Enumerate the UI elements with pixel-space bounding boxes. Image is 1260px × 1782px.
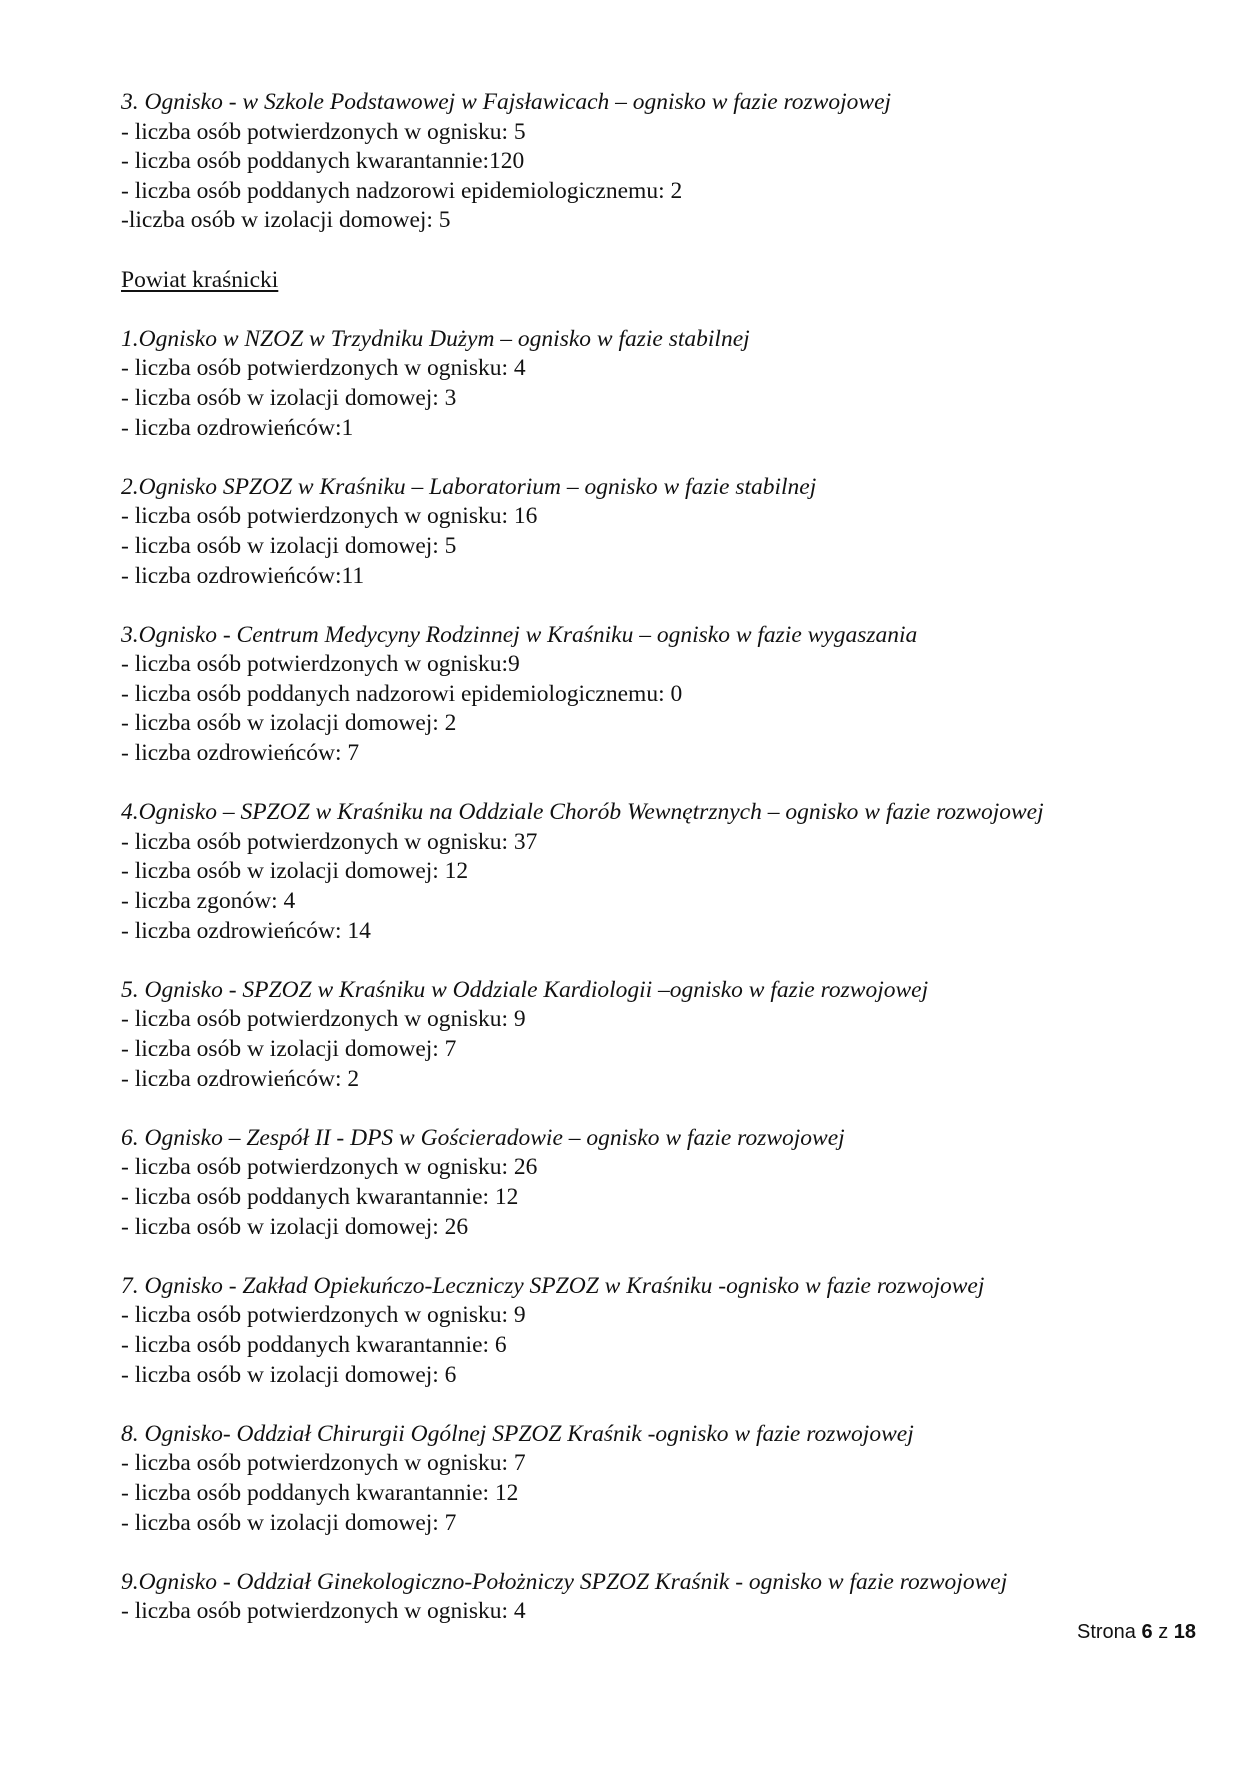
spacer [121, 443, 1161, 473]
list-item: - liczba ozdrowieńców: 14 [121, 917, 371, 944]
outbreak-section [121, 325, 1161, 443]
list-item: - liczba osób w izolacji domowej: 5 [121, 532, 457, 559]
section-heading: 6. Ognisko – Zespół II - DPS w Gościeradowie – ognisko w fazie rozwojowej [121, 1124, 845, 1151]
list-item: - liczba osób potwierdzonych w ognisku: 16 [121, 503, 538, 530]
outbreak-section [121, 473, 1161, 591]
list-item: - liczba osób poddanych kwarantannie: 6 [121, 1331, 507, 1358]
list-item: - liczba osób w izolacji domowej: 12 [121, 858, 469, 885]
list-item: - liczba osób potwierdzonych w ognisku: 9 [121, 1302, 526, 1329]
outbreak-section [121, 621, 1161, 769]
section-heading: 8. Ognisko- Oddział Chirurgii Ogólnej SPZOZ Kraśnik -ognisko w fazie rozwojowej [121, 1420, 914, 1447]
page-number-current: 6 [1141, 1621, 1153, 1643]
list-item: - liczba ozdrowieńców: 7 [121, 740, 360, 767]
section-heading: 3.Ognisko - Centrum Medycyny Rodzinnej w Kraśniku – ognisko w fazie wygaszania [121, 621, 918, 648]
list-item: - liczba osób potwierdzonych w ognisku: 9 [121, 1006, 526, 1033]
list-item: - liczba osób potwierdzonych w ognisku: 4 [121, 1598, 526, 1625]
page-number-separator: z [1158, 1621, 1169, 1643]
outbreak-section [121, 88, 1161, 236]
section-heading: 5. Ognisko - SPZOZ w Kraśniku w Oddziale Kardiologii –ognisko w fazie rozwojowej [121, 976, 929, 1003]
section-heading: 9.Ognisko - Oddział Ginekologiczno-Położniczy SPZOZ Kraśnik - ognisko w fazie rozwojowej [121, 1568, 1008, 1595]
list-item: - liczba osób poddanych kwarantannie: 12 [121, 1479, 519, 1506]
list-item: -liczba osób w izolacji domowej: 5 [121, 207, 451, 234]
spacer [121, 1538, 1161, 1568]
list-item: - liczba osób poddanych kwarantannie:120 [121, 148, 525, 175]
spacer [121, 236, 1161, 266]
list-item: - liczba osób w izolacji domowej: 2 [121, 710, 457, 737]
outbreak-section [121, 976, 1161, 1094]
list-item: - liczba osób potwierdzonych w ognisku: 5 [121, 118, 526, 145]
document-body [121, 88, 1161, 1627]
spacer [121, 1094, 1161, 1124]
outbreak-section [121, 1124, 1161, 1242]
list-item: - liczba osób potwierdzonych w ognisku:9 [121, 651, 520, 678]
spacer [121, 1242, 1161, 1272]
list-item: - liczba ozdrowieńców:11 [121, 562, 365, 589]
spacer [121, 591, 1161, 621]
list-item: - liczba osób potwierdzonych w ognisku: 26 [121, 1154, 538, 1181]
section-heading: 4.Ognisko – SPZOZ w Kraśniku na Oddziale Chorób Wewnętrznych – ognisko w fazie rozwojowej [121, 799, 1044, 826]
spacer [121, 295, 1161, 325]
page-number-prefix: Strona [1077, 1621, 1136, 1643]
outbreak-section [121, 1420, 1161, 1538]
list-item: - liczba osób w izolacji domowej: 26 [121, 1213, 469, 1240]
outbreak-section [121, 798, 1161, 946]
list-item: - liczba ozdrowieńców: 2 [121, 1065, 360, 1092]
spacer [121, 946, 1161, 976]
section-heading: 7. Ognisko - Zakład Opiekuńczo-Leczniczy SPZOZ w Kraśniku -ognisko w fazie rozwojowej [121, 1272, 985, 1299]
list-item: - liczba osób w izolacji domowej: 6 [121, 1361, 457, 1388]
list-item: - liczba osób w izolacji domowej: 7 [121, 1509, 457, 1536]
outbreak-section [121, 1568, 1161, 1627]
list-item: - liczba osób poddanych nadzorowi epidemiologicznemu: 2 [121, 177, 683, 204]
list-item: - liczba ozdrowieńców:1 [121, 414, 354, 441]
outbreak-section [121, 1272, 1161, 1390]
section-heading: 2.Ognisko SPZOZ w Kraśniku – Laboratorium – ognisko w fazie stabilnej [121, 473, 817, 500]
section-heading: 1.Ognisko w NZOZ w Trzydniku Dużym – ognisko w fazie stabilnej [121, 325, 750, 352]
page-number-total: 18 [1173, 1621, 1196, 1643]
list-item: - liczba osób poddanych kwarantannie: 12 [121, 1183, 519, 1210]
list-item: - liczba osób potwierdzonych w ognisku: 37 [121, 828, 538, 855]
spacer [121, 769, 1161, 799]
list-item: - liczba osób poddanych nadzorowi epidemiologicznemu: 0 [121, 680, 683, 707]
powiat-title-line [121, 266, 1161, 296]
list-item: - liczba osób potwierdzonych w ognisku: 7 [121, 1450, 526, 1477]
powiat-title: Powiat kraśnicki [121, 266, 279, 293]
spacer [121, 1390, 1161, 1420]
list-item: - liczba osób w izolacji domowej: 7 [121, 1036, 457, 1062]
list-item: - liczba osób potwierdzonych w ognisku: 4 [121, 355, 526, 382]
section-heading: 3. Ognisko - w Szkole Podstawowej w Fajsławicach – ognisko w fazie rozwojowej [121, 89, 892, 115]
list-item: - liczba osób w izolacji domowej: 3 [121, 384, 457, 411]
page-number [1077, 1621, 1196, 1644]
list-item: - liczba zgonów: 4 [121, 888, 296, 915]
